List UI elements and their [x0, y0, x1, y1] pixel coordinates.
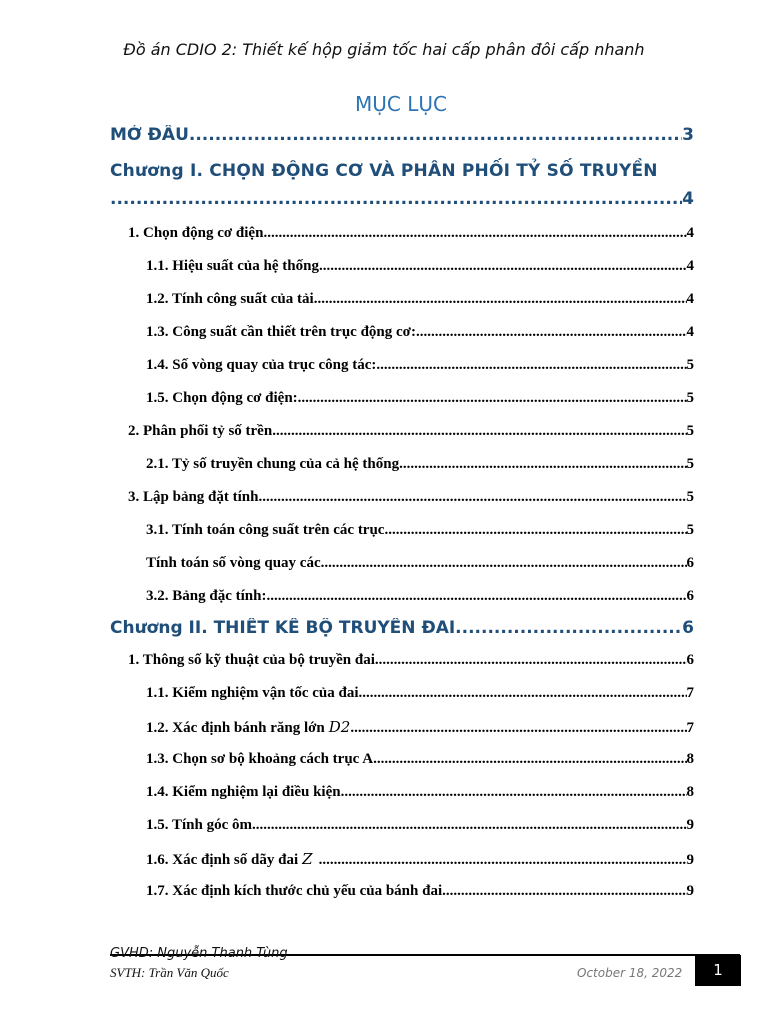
- toc-entry-1-4[interactable]: [110, 357, 694, 390]
- toc-entry-label: 1. Thông số kỹ thuật của bộ truyền đai: [128, 652, 375, 668]
- toc-leader: [350, 720, 686, 737]
- toc-leader: [258, 489, 686, 506]
- math-symbol: D2: [328, 718, 351, 736]
- toc-entry-page: 7: [686, 685, 694, 701]
- toc-leader: [399, 456, 686, 473]
- toc-leader: [189, 125, 682, 145]
- toc-leader: [272, 423, 686, 440]
- toc-entry-page: 6: [686, 588, 694, 604]
- toc-leader: [319, 852, 687, 869]
- math-symbol: Z: [302, 850, 313, 868]
- toc-leader: [298, 390, 687, 407]
- toc-entry-1[interactable]: [110, 225, 694, 258]
- toc-entry-ii-1-4[interactable]: [110, 784, 694, 817]
- toc-entry-label: 1.4. Kiểm nghiệm lại điều kiện: [146, 784, 341, 800]
- toc-entry-2-1[interactable]: [110, 456, 694, 489]
- toc-entry-page: 4: [682, 189, 694, 209]
- toc-entry-label: Tính toán số vòng quay các: [146, 555, 321, 571]
- toc-entry-3[interactable]: [110, 489, 694, 522]
- toc-leader: [263, 225, 686, 242]
- toc-leader: [252, 817, 687, 834]
- toc-entry-page: 5: [686, 357, 694, 373]
- toc-leader: [442, 883, 686, 900]
- toc-leader: [384, 522, 686, 539]
- toc-entry-page: 5: [686, 522, 694, 538]
- toc-entry-label: Chương II. THIẾT KẾ BỘ TRUYỀN ĐAI: [110, 618, 456, 638]
- toc-entry-label: MỞ ĐẦU: [110, 125, 189, 145]
- toc-entry-1-2[interactable]: [110, 291, 694, 324]
- toc-entry-page: 9: [686, 852, 694, 868]
- toc-leader: [375, 652, 687, 669]
- toc-leader: [416, 324, 687, 341]
- toc-entry-label: 2.1. Tỷ số truyền chung của cả hệ thống: [146, 456, 400, 472]
- toc-leader: [110, 189, 682, 209]
- toc-entry-label: 1.6. Xác định số dãy đai: [146, 852, 299, 868]
- toc-leader: [314, 291, 687, 308]
- toc-entry-label: 2. Phân phối tỷ số trền: [128, 423, 273, 439]
- toc-leader: [455, 618, 682, 638]
- toc-entry-label: 1.2. Tính công suất của tải: [146, 291, 314, 307]
- toc-entry-ii-1-2[interactable]: [110, 718, 694, 751]
- toc-entry-label: 1.2. Xác định bánh răng lớn: [146, 720, 325, 736]
- toc-entry-page: 8: [686, 784, 694, 800]
- toc-entry-label: 3.2. Bảng đặc tính:: [146, 588, 267, 604]
- toc-leader: [341, 784, 687, 801]
- toc-entry-label: 1.1. Kiểm nghiệm vận tốc của đai: [146, 685, 359, 701]
- toc-leader: [319, 258, 687, 275]
- toc-entry-ii-1-6[interactable]: [110, 850, 694, 883]
- toc-entry-3-1[interactable]: [110, 522, 694, 555]
- toc-entry-page: 9: [686, 883, 694, 899]
- toc-entry-1-5[interactable]: [110, 390, 694, 423]
- toc-entry-page: 6: [686, 652, 694, 668]
- toc-entry-chuong-2[interactable]: [110, 618, 694, 652]
- toc-entry-ii-1-3[interactable]: [110, 751, 694, 784]
- toc-entry-page: 5: [686, 423, 694, 439]
- toc-entry-label: 1.3. Công suất cần thiết trên trục động cơ:: [146, 324, 416, 340]
- toc-entry-page: 4: [686, 225, 694, 241]
- page-header: Đồ án CDIO 2: Thiết kế hộp giảm tốc hai cấp phân đôi cấp nhanh: [123, 40, 645, 59]
- toc-entry-3-x[interactable]: [110, 555, 694, 588]
- toc-entry-page: 4: [686, 258, 694, 274]
- page-number: 1: [695, 955, 741, 986]
- toc-entry-label: 1.7. Xác định kích thước chủ yếu của bánh đai: [146, 883, 443, 899]
- toc-entry-page: 5: [686, 489, 694, 505]
- table-of-contents: [110, 125, 694, 916]
- toc-entry-ii-1-1[interactable]: [110, 685, 694, 718]
- toc-leader: [376, 357, 686, 374]
- footer-date: October 18, 2022: [577, 966, 683, 980]
- toc-entry-label: 1.4. Số vòng quay của trục công tác:: [146, 357, 377, 373]
- toc-entry-label: 1.3. Chọn sơ bộ khoảng cách trục A: [146, 751, 374, 767]
- toc-entry-1-3[interactable]: [110, 324, 694, 357]
- toc-entry-page: 5: [686, 456, 694, 472]
- toc-leader: [373, 751, 686, 768]
- toc-entry-mo-dau[interactable]: [110, 125, 694, 155]
- toc-entry-label: Chương I. CHỌN ĐỘNG CƠ VÀ PHÂN PHỐI TỶ SỐ TRUYỀN: [110, 161, 658, 181]
- toc-entry-page: 6: [682, 618, 694, 638]
- toc-entry-chuong-1[interactable]: [110, 161, 694, 225]
- toc-entry-ii-1[interactable]: [110, 652, 694, 685]
- toc-entry-page: 8: [686, 751, 694, 767]
- toc-entry-ii-1-5[interactable]: [110, 817, 694, 850]
- toc-title: MỤC LỤC: [355, 92, 447, 116]
- toc-entry-label: 3. Lập bảng đặt tính: [128, 489, 259, 505]
- toc-entry-page: 7: [686, 720, 694, 736]
- toc-entry-label: 1.1. Hiệu suất của hệ thống: [146, 258, 319, 274]
- toc-entry-label: 1.5. Tính góc ôm: [146, 817, 252, 833]
- toc-entry-page: 6: [686, 555, 694, 571]
- toc-entry-label: 1. Chọn động cơ điện: [128, 225, 264, 241]
- toc-leader: [359, 685, 687, 702]
- toc-entry-page: 3: [682, 125, 694, 145]
- footer-student: SVTH: Trần Văn Quốc: [110, 965, 229, 980]
- toc-entry-ii-1-7[interactable]: [110, 883, 694, 916]
- toc-leader: [321, 555, 687, 572]
- toc-entry-page: 9: [686, 817, 694, 833]
- toc-entry-page: 4: [686, 324, 694, 340]
- toc-entry-1-1[interactable]: [110, 258, 694, 291]
- toc-entry-label: 1.5. Chọn động cơ điện:: [146, 390, 298, 406]
- toc-entry-page: 5: [686, 390, 694, 406]
- toc-entry-page: 4: [686, 291, 694, 307]
- toc-entry-label: 3.1. Tính toán công suất trên các trục: [146, 522, 385, 538]
- toc-entry-2[interactable]: [110, 423, 694, 456]
- toc-entry-3-2[interactable]: [110, 588, 694, 618]
- footer-supervisor: GVHD: Nguyễn Thanh Tùng: [110, 946, 288, 961]
- toc-leader: [266, 588, 686, 605]
